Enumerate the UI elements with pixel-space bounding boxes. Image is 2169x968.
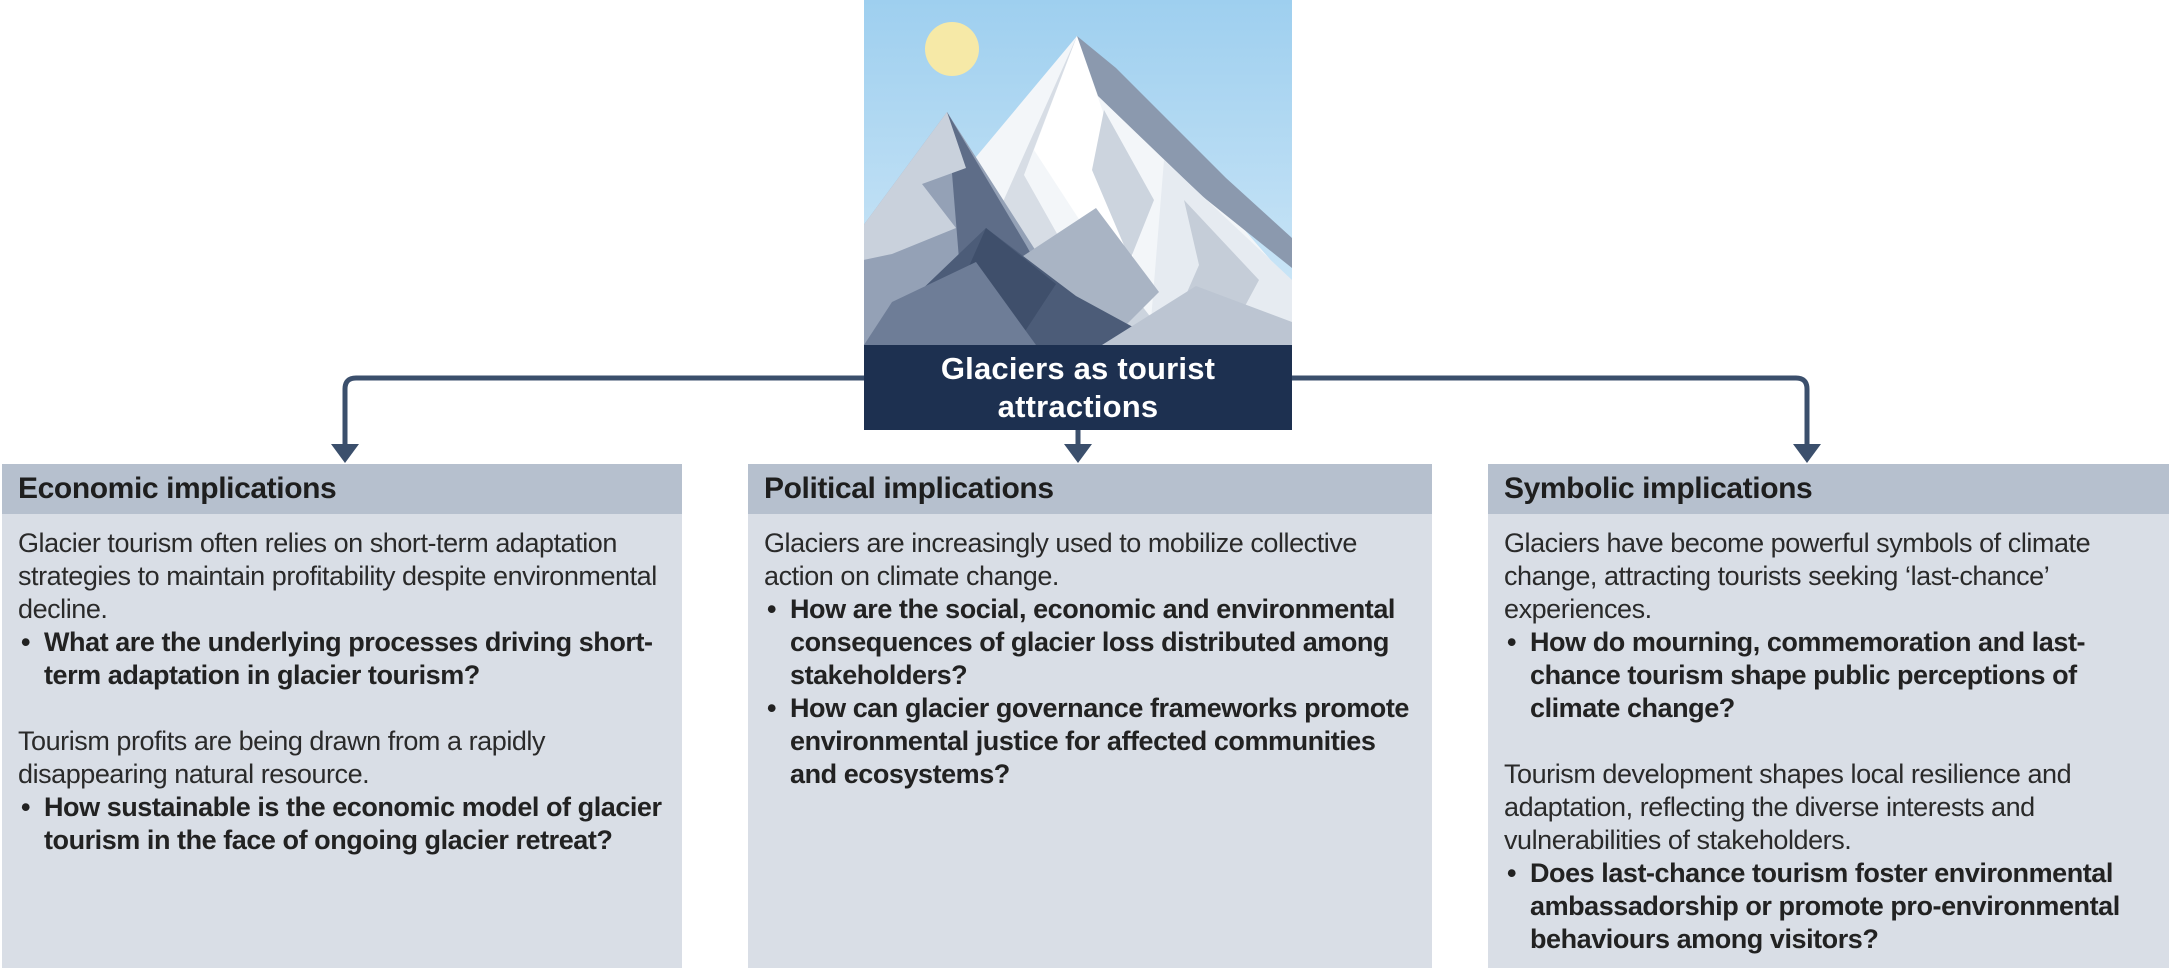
box-body [2,514,682,857]
bullet-item: • What are the underlying processes driving short-term adaptation in glacier tourism? [18,626,668,692]
box-body [1488,514,2169,956]
box-title: Political implications [764,472,1054,505]
arrowhead-middle-icon [1064,444,1092,463]
box-title: Economic implications [18,472,337,505]
box-body [748,514,1432,791]
center-card-title: Glaciers as tourist attractions [864,345,1292,430]
arrowhead-right-icon [1793,444,1821,463]
body-paragraph: Glaciers are increasingly used to mobilize collective action on climate change. [764,528,1357,591]
center-card [864,0,1292,430]
body-paragraph: Tourism profits are being drawn from a rapidly disappearing natural resource. [18,726,546,789]
connector-right [1290,378,1807,446]
bullet-item: • How do mourning, commemoration and last-chance tourism shape public perceptions of climate change? [1504,626,2155,725]
box-header [2,464,682,514]
box-header [748,464,1432,514]
bullet-item: • How can glacier governance frameworks promote environmental justice for affected communities and ecosystems? [764,692,1418,791]
body-paragraph: Glaciers have become powerful symbols of climate change, attracting tourists seeking ‘last-chance’ experiences. [1504,528,2091,624]
arrowhead-left-icon [331,444,359,463]
implication-box-symbolic [1488,464,2169,968]
connector-left [345,378,868,446]
box-header [1488,464,2169,514]
implication-box-political [748,464,1432,968]
box-title: Symbolic implications [1504,472,1813,505]
implication-box-economic [2,464,682,968]
bullet-item: • How sustainable is the economic model of glacier tourism in the face of ongoing glacier retreat? [18,791,668,857]
mountain-glacier-illustration [864,0,1292,345]
bullet-item: • Does last-chance tourism foster environmental ambassadorship or promote pro-environmental behaviours among visitors? [1504,857,2155,956]
body-paragraph: Tourism development shapes local resilience and adaptation, reflecting the diverse interests and vulnerabilities of stakeholders. [1504,759,2072,855]
bullet-item: • How are the social, economic and environmental consequences of glacier loss distributed among stakeholders? [764,593,1418,692]
body-paragraph: Glacier tourism often relies on short-term adaptation strategies to maintain profitability despite environmental decline. [18,528,657,624]
sun-icon [925,22,979,76]
